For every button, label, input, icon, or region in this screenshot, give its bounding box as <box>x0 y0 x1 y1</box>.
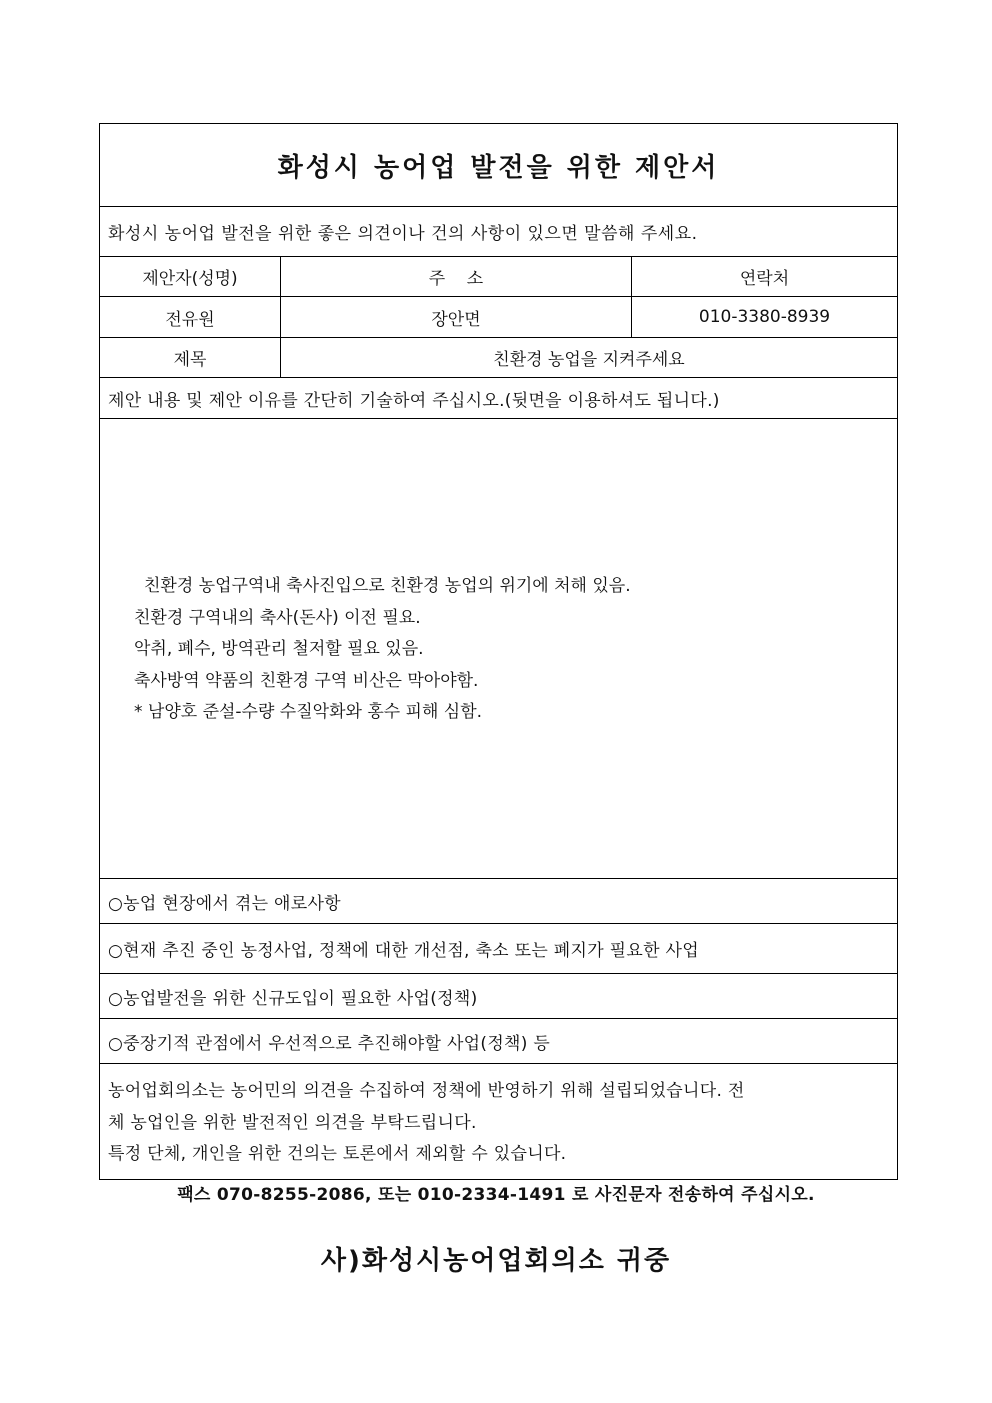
form-title: 화성시 농어업 발전을 위한 제안서 <box>100 124 897 207</box>
content-instruction: 제안 내용 및 제안 이유를 간단히 기술하여 주십시오.(뒷면을 이용하셔도 됩니다.) <box>100 378 897 419</box>
header-address: 주 소 <box>281 257 632 296</box>
notice-line: 체 농업인을 위한 발전적인 의견을 부탁드립니다. <box>108 1112 477 1133</box>
form-intro: 화성시 농어업 발전을 위한 좋은 의견이나 건의 사항이 있으면 말씀해 주세요. <box>100 207 897 257</box>
proposal-content[interactable] <box>100 419 897 879</box>
option-item: ○중장기적 관점에서 우선적으로 추진해야할 사업(정책) 등 <box>100 1019 897 1064</box>
content-line: 친환경 구역내의 축사(돈사) 이전 필요. <box>134 607 421 628</box>
option-item: ○농업발전을 위한 신규도입이 필요한 사업(정책) <box>100 974 897 1019</box>
notice-text <box>100 1064 897 1179</box>
value-row <box>100 297 897 338</box>
proposer-name[interactable]: 전유원 <box>100 297 281 337</box>
subject-value[interactable]: 친환경 농업을 지켜주세요 <box>493 350 685 370</box>
content-line: 축사방역 약품의 친환경 구역 비산은 막아야함. <box>134 670 479 691</box>
proposer-contact[interactable]: 010-3380-8939 <box>698 307 831 327</box>
proposer-address[interactable]: 장안면 <box>281 297 632 337</box>
subject-label: 제목 <box>100 338 281 377</box>
header-row <box>100 257 897 297</box>
content-line: 악취, 폐수, 방역관리 철저할 필요 있음. <box>134 639 424 659</box>
content-line: 친환경 농업구역내 축사진입으로 친환경 농업의 위기에 처해 있음. <box>144 576 631 596</box>
fax-notice: 팩스 070-8255-2086, 또는 010-2334-1491 로 사진문자 전송하여 주십시오. <box>177 1185 815 1205</box>
subject-row <box>100 338 897 378</box>
option-item: ○현재 추진 중인 농정사업, 정책에 대한 개선점, 축소 또는 폐지가 필요한 사업 <box>100 924 897 974</box>
notice-line: 농어업회의소는 농어민의 의견을 수집하여 정책에 반영하기 위해 설립되었습니다. 전 <box>108 1081 745 1101</box>
proposal-form <box>99 123 898 1180</box>
notice-line: 특정 단체, 개인을 위한 건의는 토론에서 제외할 수 있습니다. <box>108 1144 567 1164</box>
header-contact: 연락처 <box>739 269 790 289</box>
header-proposer: 제안자(성명) <box>100 257 281 296</box>
content-line: * 남양호 준설-수량 수질악화와 홍수 피해 심함. <box>134 702 483 722</box>
addressee: 사)화성시농어업회의소 귀중 <box>320 1246 672 1276</box>
option-item: ○농업 현장에서 겪는 애로사항 <box>100 879 897 924</box>
